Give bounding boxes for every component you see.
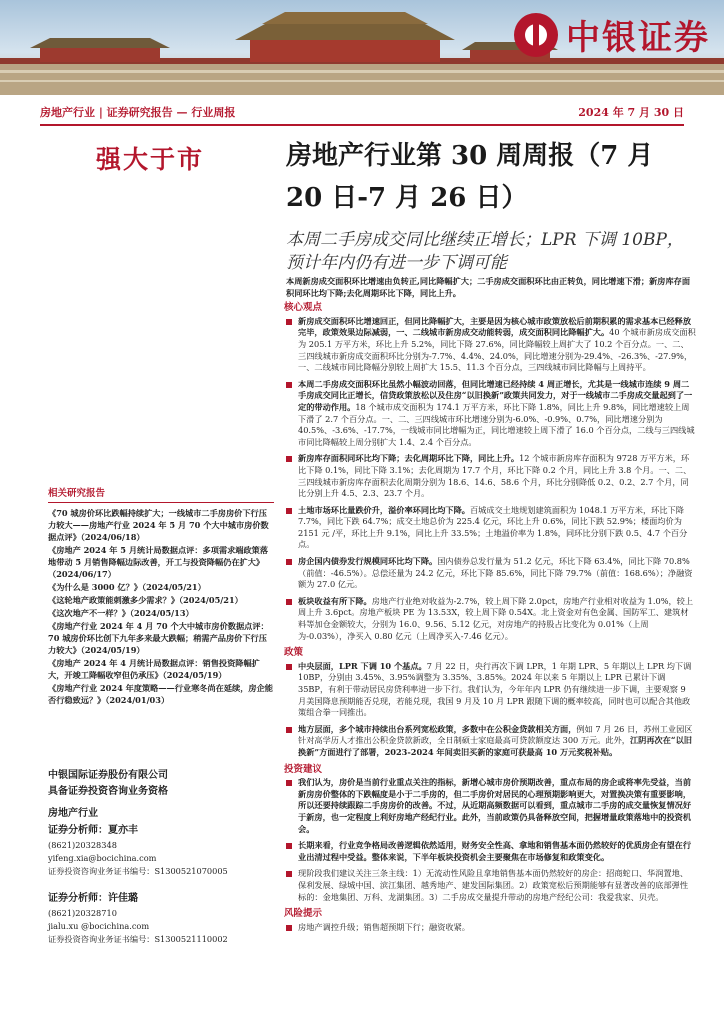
related-report-link[interactable]: 《房地产 2024 年 5 月统计局数据点评：多项需求端政策落地带动 5 月销售降幅边际改善，开工与投资降幅仍在扩大》（2024/06/17）	[48, 545, 269, 579]
list-item: 房地产调控升级；销售超预期下行；融资收紧。	[286, 922, 696, 934]
bank-logo-icon	[514, 13, 558, 57]
header-banner	[0, 0, 724, 95]
org-info	[48, 768, 274, 822]
main-content	[286, 276, 696, 938]
report-date: 2024 年 7 月 30 日	[578, 106, 684, 119]
section-risk: 风险提示	[284, 908, 323, 920]
section-policy: 政策	[284, 647, 304, 659]
analyst-name: 证券分析师：夏亦丰	[48, 825, 138, 836]
risk-list	[286, 922, 696, 934]
core-list	[286, 316, 696, 642]
report-header	[40, 102, 684, 122]
section-core: 核心观点	[284, 302, 323, 314]
list-item: 现阶段我们建议关注三条主线：1）无流动性风险且拿地销售基本面仍然较好的房企：招商蛇口、华润置地、保利发展、绿城中国、滨江集团、越秀地产、建发国际集团。2）政策宽松后预期能够有显著改善的底部弹性标的：金地集团、万科、龙湖集团。3）二手房成交量提升带动的房地产经纪公司：我爱我家、贝壳。	[286, 868, 696, 903]
header-divider	[40, 124, 684, 126]
related-report-link[interactable]: 《这次地产不一样？》（2024/05/13）	[48, 608, 194, 618]
industry-rating: 强大于市	[96, 145, 205, 174]
related-report-link[interactable]: 《房地产行业 2024 年度策略——行业寒冬尚在延续，房企能否行稳致远？》（2024/01/03）	[48, 683, 273, 705]
list-item: 房企国内债券发行规模同环比均下降。国内债券总发行量为 51.2 亿元，环比下降 63.4%，同比下降 70.8%（前值：-46.5%）。总偿还量为 24.2 亿元，环比下降 85.6%，同比下降 79.7%（前值：168.6%）；净融资额为 27.0 亿元。	[286, 556, 696, 591]
analyst-phone: (8621)20328710	[48, 908, 117, 918]
brand-logo	[514, 10, 710, 59]
analyst-card	[48, 890, 274, 946]
analyst-card	[48, 822, 274, 878]
related-report-link[interactable]: 《房地产行业 2024 年 4 月 70 个大中城市房价数据点评：70 城房价环比创下九年多来最大跌幅；稍需产品房价下行压力较大》（2024/05/19）	[48, 621, 269, 655]
section-advice: 投资建议	[284, 763, 323, 775]
list-item: 本周二手房成交面积环比虽然小幅波动回落，但同比增速已经持续 4 周正增长，尤其是一线城市连续 9 周二手房成交同比正增长，信贷政策放松以及住房“以旧换新”政策共同发力，对于一线城市二手房成交量起到了一定的带动作用。18 个城市成交面积为 174.1 万平方米，环比下降 1.8%，同比上升 9.8%，同比增速较上周下滑了 2.7 个百分点。一、二、三四线城市环比增速分别为-6.0%、-0.9%、0.7%，同比增速分别为 40.5%、-3.6%、-17.7%，一线城市同比增幅为正，同比增速较上周下滑了 16.0 个百分点，二线与三四线城市同比降幅较上周分别扩大 1.4、2.4 个百分点。	[286, 379, 696, 449]
analyst-cert: 证券投资咨询业务证书编号：S1300521110002	[48, 934, 228, 944]
org-industry: 房地产行业	[48, 808, 98, 819]
report-subtitle: 本周二手房成交同比继续正增长；LPR 下调 10BP，预计年内仍有进一步下调可能	[286, 230, 684, 273]
org-name: 中银国际证券股份有限公司	[48, 770, 168, 781]
analyst-cert: 证券投资咨询业务证书编号：S1300521070005	[48, 866, 228, 876]
policy-list	[286, 661, 696, 759]
related-heading: 相关研究报告	[48, 488, 274, 503]
org-qualification: 具备证券投资咨询业务资格	[48, 786, 168, 797]
related-report-link[interactable]: 《70 城房价环比跌幅持续扩大；一线城市二手房房价下行压力较大——房地产行业 2024 年 5 月 70 个大中城市房价数据点评》（2024/06/18）	[48, 508, 269, 542]
related-report-link[interactable]: 《房地产 2024 年 4 月统计局数据点评：销售投资降幅扩大，开竣工降幅收窄但仍承压》（2024/05/19）	[48, 658, 260, 680]
list-item: 新房库存面积同环比均下降；去化周期环比下降，同比上升。12 个城市新房库存面积为 9728 万平方米，环比下降 0.1%，同比下降 3.1%；去化周期为 17.7 个月，环比下降 0.2 个月，同比上升 3.8 个月。一、二、三四线城市新房库存面积去化周期分别为 18.6、14.6、58.6 个月，环比分别降低 0.2、0.2、2.7 个月，同比分别上升 4.5、2.3、23.7 个月。	[286, 453, 696, 499]
related-research	[48, 488, 274, 707]
list-item: 新房成交面积环比增速回正，但同比降幅扩大，主要是因为核心城市政策放松后前期积累的需求基本已经释放完毕，政策效果边际减弱，一、二线城市新房成交动能转弱，成交面积同比降幅扩大。40 个城市新房成交面积为 205.1 万平方米，环比上升 5.2%，同比下降 27.6%，同比降幅较上周扩大了 10.2 个百分点。一、二、三四线城市新房成交面积环比分别为-7.7%、4.4%、24.0%，同比增速分别为-29.4%、-26.3%、-27.9%，一、二线城市同比降幅分别较上周扩大 15.5、11.3 个百分点，三四线城市同比降幅与上周持平。	[286, 316, 696, 374]
related-report-link[interactable]: 《这轮地产政策能刺激多少需求？》（2024/05/21）	[48, 595, 243, 605]
list-item: 板块收益有所下降。房地产行业绝对收益为-2.7%，较上周下降 2.0pct，房地产行业相对收益为 1.0%，较上周上升 3.6pct。房地产板块 PE 为 13.53X，较上周下降 0.54X。北上资金对有色金属、国防军工、建筑材料等加仓金额较大，分别为 16.0、9.56、5.12 亿元，对房地产的持股占比变化为 0.01%（上周为-0.03%），净买入 0.80 亿元（上周净买入-7.46 亿元）。	[286, 596, 696, 642]
related-report-link[interactable]: 《为什么是 3000 亿？》（2024/05/21）	[48, 582, 206, 592]
list-item: 长期来看，行业竞争格局改善逻辑依然适用，财务安全性高、拿地和销售基本面仍然较好的优质房企有望在行业出清过程中受益。整体来说，下半年板块投资机会主要聚焦在市场修复和政策变化。	[286, 840, 696, 863]
report-title: 房地产行业第 30 周周报（7 月 20 日-7 月 26 日）	[286, 141, 654, 213]
list-item: 中央层面，LPR 下调 10 个基点。7 月 22 日，央行再次下调 LPR，1 年期 LPR、5 年期以上 LPR 均下调 10BP，分别由 3.45%、3.95%调整为 3.35%、3.85%。2024 年以来 5 年期以上 LPR 已累计下调 35BP，有利于带动居民房贷利率进一步下行。我们认为，今年年内 LPR 仍有继续进一步下调，主要观察 9 月美国降息预期能否兑现，若能兑现，我国 9 月及 10 月 LPR 跟随下调的概率较高，同时也可以配合其他政策组合拳一同推出。	[286, 661, 696, 719]
list-item: 我们认为，房价是当前行业重点关注的指标，新增心城市房价预期改善，重点布局的房企或将率先受益，当前新房房价整体的下跌幅度是小于二手房的，但二手房价对居民的心理预期影响更大，对置换决策有重要影响，所以还要持续跟踪二手房房价的改善。不过，从近期高频数据可以看到，重点城市二手房的成交量恢复情况好于新房，也一定程度上利好房地产经纪行业。此外，当前政策仍具备释放空间，把握增量政策落地中的投资机会。	[286, 777, 696, 835]
list-item: 地方层面，多个城市持续出台系列宽松政策，多数中在公积金贷款相关方面，例如 7 月 26 日，苏州工业园区针对高学历人才推出公积金贷款新政，全日制硕士家庭最高可贷款额度达 300 万元。此外，江阴再次在“以旧换新”方面进行了部署，2023-2024 年间卖旧买新的家庭可获最高 10 万元奖税补贴。	[286, 724, 696, 759]
summary-lead: 本周新房成交面积环比增速由负转正,同比降幅扩大；二手房成交面积环比由正转负，同比增速下滑；新房库存面积同环比均下降;去化周期环比下降，同比上升。	[286, 276, 691, 298]
analyst-phone: (8621)20328348	[48, 840, 117, 850]
analyst-email[interactable]: jialu.xu @bocichina.com	[48, 921, 150, 931]
analyst-email[interactable]: yifeng.xia@bocichina.com	[48, 853, 157, 863]
advice-list	[286, 777, 696, 903]
brand-name: 中银证券	[566, 18, 710, 58]
analyst-name: 证券分析师：许佳璐	[48, 893, 138, 904]
report-category: 房地产行业 | 证券研究报告 — 行业周报	[40, 106, 236, 119]
list-item: 土地市场环比量跌价升，溢价率环同比均下降。百城成交土地规划建筑面积为 1048.1 万平方米，环比下降 7.7%，同比下跌 64.7%；成交土地总价为 225.4 亿元，环比上升 0.6%，同比下跌 52.9%；楼面均价为 2151 元 /平，环比上升 9.1%，同比上升 33.5%；土地溢价率为 1.8%，同环比分别下跌 0.5、4.7 个百分点。	[286, 505, 696, 551]
